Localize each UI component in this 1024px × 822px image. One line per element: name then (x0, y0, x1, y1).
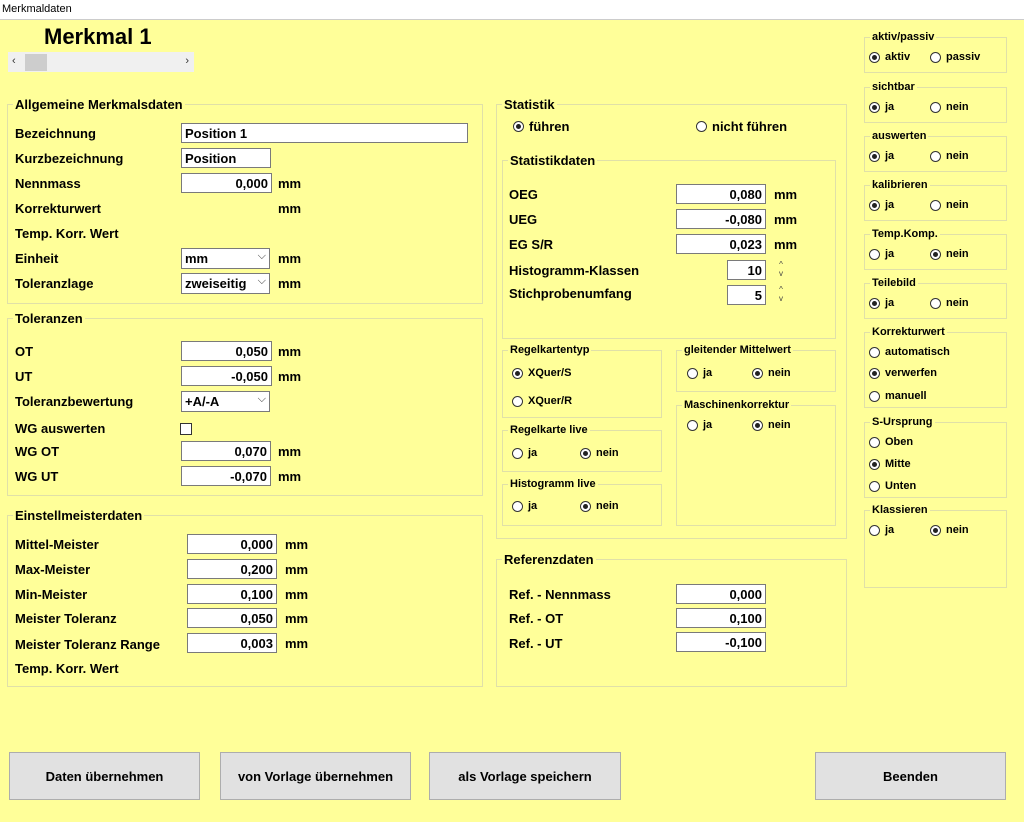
nein-label: nein (946, 199, 969, 211)
oeg-unit: mm (774, 187, 798, 202)
scroll-right-icon[interactable]: › (185, 55, 189, 67)
radio-icon (687, 420, 698, 431)
gleitender-nein-radio[interactable] (752, 367, 791, 379)
radio-icon (930, 52, 941, 63)
general-title: Allgemeine Merkmalsdaten (15, 97, 183, 112)
radio-selected-icon (869, 200, 880, 211)
bezeichnung-input[interactable]: Position 1 (181, 123, 468, 143)
verwerfen-label: verwerfen (885, 367, 937, 379)
kalibrieren-title: kalibrieren (872, 179, 928, 191)
radio-selected-icon (869, 459, 880, 470)
nennmass-input[interactable]: 0,000 (181, 173, 272, 193)
radio-icon (930, 151, 941, 162)
radio-icon (869, 249, 880, 260)
passiv-label: passiv (946, 51, 981, 63)
aktiv-passiv-title: aktiv/passiv (872, 31, 935, 43)
nein-label: nein (946, 150, 969, 162)
radio-selected-icon (869, 102, 880, 113)
eg-label: EG S/R (509, 237, 554, 252)
histogramm-klassen-input[interactable]: 10 (727, 260, 766, 280)
verwerfen-radio[interactable] (869, 367, 937, 379)
teilebild-title: Teilebild (872, 277, 916, 289)
radio-selected-icon (513, 121, 524, 132)
mitte-label: Mitte (885, 458, 911, 470)
bezeichnung-label: Bezeichnung (15, 126, 96, 141)
page-title: Merkmal 1 (44, 24, 152, 49)
manuell-label: manuell (885, 390, 927, 402)
ot-label: OT (15, 344, 34, 359)
ueg-unit: mm (774, 212, 798, 227)
nennmass-label: Nennmass (15, 176, 81, 191)
toleranzbewertung-value: +A/-A (185, 394, 220, 409)
nicht-fuehren-label: nicht führen (712, 119, 788, 134)
sichtbar-title: sichtbar (872, 81, 915, 93)
toleranzbewertung-label: Toleranzbewertung (15, 394, 134, 409)
ja-label: ja (885, 101, 895, 113)
referenzdaten-title: Referenzdaten (504, 552, 594, 567)
maschinenkorrektur-ja-radio[interactable] (687, 419, 712, 431)
ot-unit: mm (278, 344, 302, 359)
radio-selected-icon (869, 298, 880, 309)
von-vorlage-uebernehmen-button[interactable]: von Vorlage übernehmen (220, 752, 411, 800)
wg-ot-unit: mm (278, 444, 302, 459)
automatisch-label: automatisch (885, 346, 950, 358)
radio-selected-icon (580, 448, 591, 459)
radio-icon (869, 481, 880, 492)
eg-unit: mm (774, 237, 798, 252)
radio-icon (512, 501, 523, 512)
radio-selected-icon (752, 420, 763, 431)
radio-selected-icon (930, 525, 941, 536)
automatisch-radio[interactable] (869, 346, 950, 358)
klassieren-group (864, 504, 1007, 588)
xquer-r-label: XQuer/R (528, 395, 573, 407)
oben-label: Oben (885, 436, 914, 448)
nennmass-unit: mm (278, 176, 302, 191)
min-meister-unit: mm (285, 587, 309, 602)
ot-input[interactable]: 0,050 (181, 341, 272, 361)
tolerances-title: Toleranzen (15, 311, 83, 326)
korrekturwert-unit: mm (278, 201, 302, 216)
sichtbar-nein-radio[interactable] (930, 101, 969, 113)
einheit-label: Einheit (15, 251, 59, 266)
spin-down-icon[interactable]: v (779, 269, 783, 278)
wg-ut-input[interactable]: -0,070 (181, 466, 271, 486)
radio-icon (869, 391, 880, 402)
meister-range-input[interactable]: 0,003 (187, 633, 277, 653)
ref-nennmass-label: Ref. - Nennmass (509, 587, 611, 602)
temp-komp-nein-radio[interactable] (930, 248, 969, 260)
radio-selected-icon (752, 368, 763, 379)
toleranzlage-value: zweiseitig (185, 276, 247, 291)
nein-label: nein (946, 297, 969, 309)
als-vorlage-speichern-button[interactable]: als Vorlage speichern (429, 752, 621, 800)
kurzbezeichnung-input[interactable]: Position (181, 148, 271, 168)
nicht-fuehren-radio[interactable] (696, 119, 787, 134)
ref-ut-label: Ref. - UT (509, 636, 563, 651)
beenden-button[interactable]: Beenden (815, 752, 1006, 800)
kurzbezeichnung-label: Kurzbezeichnung (15, 151, 124, 166)
histogramm-live-ja-radio[interactable] (512, 500, 537, 512)
mittel-meister-input[interactable]: 0,000 (187, 534, 277, 554)
maschinenkorrektur-nein-radio[interactable] (752, 419, 791, 431)
spin-down-icon[interactable]: v (779, 294, 783, 303)
aktiv-radio[interactable] (869, 51, 910, 63)
radio-icon (869, 437, 880, 448)
window-title: Merkmaldaten (0, 0, 1024, 20)
maschinenkorrektur-title: Maschinenkorrektur (684, 399, 790, 411)
gleitender-mittelwert-title: gleitender Mittelwert (684, 344, 791, 356)
nein-label: nein (946, 524, 969, 536)
master-title: Einstellmeisterdaten (15, 508, 143, 523)
wg-auswerten-label: WG auswerten (15, 421, 106, 436)
stichprobenumfang-label: Stichprobenumfang (509, 286, 632, 301)
histogramm-live-nein-radio[interactable] (580, 500, 619, 512)
mittel-meister-label: Mittel-Meister (15, 537, 99, 552)
auswerten-title: auswerten (872, 130, 927, 142)
max-meister-input[interactable]: 0,200 (187, 559, 277, 579)
s-ursprung-title: S-Ursprung (872, 416, 933, 428)
klassieren-ja-radio[interactable] (869, 524, 894, 536)
auswerten-ja-radio[interactable] (869, 150, 894, 162)
einheit-value: mm (185, 251, 209, 266)
toleranzlage-select[interactable] (181, 273, 270, 294)
histogramm-live-title: Histogramm live (510, 478, 596, 490)
manuell-radio[interactable] (869, 390, 927, 402)
temp-komp-title: Temp.Komp. (872, 228, 938, 240)
chevron-down-icon: ⌵ (257, 393, 266, 405)
ueg-label: UEG (509, 212, 538, 227)
xquer-s-radio[interactable] (512, 367, 571, 379)
unten-label: Unten (885, 480, 917, 492)
temp-korr-label: Temp. Korr. Wert (15, 226, 119, 241)
ref-ut-input[interactable]: -0,100 (676, 632, 766, 652)
spin-up-icon[interactable]: ^ (779, 285, 783, 294)
radio-selected-icon (869, 151, 880, 162)
toleranzlage-label: Toleranzlage (15, 276, 94, 291)
ref-nennmass-input[interactable]: 0,000 (676, 584, 766, 604)
scroll-left-icon[interactable]: ‹ (12, 55, 16, 67)
ref-ot-input[interactable]: 0,100 (676, 608, 766, 628)
meister-toleranz-label: Meister Toleranz (15, 611, 117, 626)
regelkarte-live-title: Regelkarte live (510, 424, 588, 436)
ja-label: ja (885, 297, 895, 309)
aktiv-label: aktiv (885, 51, 911, 63)
daten-uebernehmen-button[interactable]: Daten übernehmen (9, 752, 200, 800)
eg-input[interactable]: 0,023 (676, 234, 766, 254)
stichprobenumfang-stepper[interactable] (775, 285, 787, 305)
auswerten-nein-radio[interactable] (930, 150, 969, 162)
min-meister-input[interactable]: 0,100 (187, 584, 277, 604)
spin-up-icon[interactable]: ^ (779, 260, 783, 269)
xquer-r-radio[interactable] (512, 395, 572, 407)
radio-icon (696, 121, 707, 132)
radio-icon (930, 200, 941, 211)
master-temp-korr-label: Temp. Korr. Wert (15, 661, 119, 676)
korrekturwert-label: Korrekturwert (15, 201, 101, 216)
max-meister-label: Max-Meister (15, 562, 91, 577)
statistik-title: Statistik (504, 97, 555, 112)
ja-label: ja (528, 500, 538, 512)
meister-range-unit: mm (285, 636, 309, 651)
radio-selected-icon (869, 368, 880, 379)
fuehren-radio[interactable] (513, 119, 569, 134)
teilebild-ja-radio[interactable] (869, 297, 894, 309)
ut-label: UT (15, 369, 33, 384)
radio-selected-icon (512, 368, 523, 379)
radio-icon (512, 396, 523, 407)
ja-label: ja (885, 248, 895, 260)
ja-label: ja (703, 367, 713, 379)
kalibrieren-ja-radio[interactable] (869, 199, 894, 211)
radio-icon (869, 347, 880, 358)
wg-ot-input[interactable]: 0,070 (181, 441, 271, 461)
nein-label: nein (946, 101, 969, 113)
xquer-s-label: XQuer/S (528, 367, 572, 379)
scroll-thumb[interactable] (25, 54, 47, 71)
kalibrieren-nein-radio[interactable] (930, 199, 969, 211)
toleranzlage-unit: mm (278, 276, 302, 291)
oeg-label: OEG (509, 187, 538, 202)
korrekturwert-title: Korrekturwert (872, 326, 945, 338)
meister-toleranz-unit: mm (285, 611, 309, 626)
nein-label: nein (768, 367, 791, 379)
radio-selected-icon (930, 249, 941, 260)
ref-ot-label: Ref. - OT (509, 611, 564, 626)
min-meister-label: Min-Meister (15, 587, 88, 602)
chevron-down-icon: ⌵ (257, 275, 266, 287)
stichprobenumfang-input[interactable]: 5 (727, 285, 766, 305)
radio-icon (869, 525, 880, 536)
radio-selected-icon (869, 52, 880, 63)
gleitender-ja-radio[interactable] (687, 367, 712, 379)
nein-label: nein (596, 500, 619, 512)
ja-label: ja (528, 447, 538, 459)
oben-radio[interactable] (869, 436, 913, 448)
wg-ut-unit: mm (278, 469, 302, 484)
oeg-input[interactable]: 0,080 (676, 184, 766, 204)
wg-ot-label: WG OT (15, 444, 60, 459)
klassieren-nein-radio[interactable] (930, 524, 969, 536)
chevron-down-icon: ⌵ (257, 250, 266, 262)
statistikdaten-title: Statistikdaten (510, 153, 596, 168)
meister-toleranz-input[interactable]: 0,050 (187, 608, 277, 628)
nein-label: nein (946, 248, 969, 260)
nein-label: nein (596, 447, 619, 459)
ja-label: ja (885, 150, 895, 162)
einheit-unit: mm (278, 251, 302, 266)
passiv-radio[interactable] (930, 51, 980, 63)
wg-ut-label: WG UT (15, 469, 59, 484)
ueg-input[interactable]: -0,080 (676, 209, 766, 229)
mittel-meister-unit: mm (285, 537, 309, 552)
ja-label: ja (703, 419, 713, 431)
ut-unit: mm (278, 369, 302, 384)
sichtbar-ja-radio[interactable] (869, 101, 894, 113)
toleranzbewertung-select[interactable] (181, 391, 270, 412)
teilebild-nein-radio[interactable] (930, 297, 969, 309)
regelkarte-live-ja-radio[interactable] (512, 447, 537, 459)
mitte-radio[interactable] (869, 458, 911, 470)
feature-scrollbar[interactable] (8, 52, 194, 72)
histogramm-klassen-label: Histogramm-Klassen (509, 263, 640, 278)
radio-icon (930, 102, 941, 113)
regelkarte-live-nein-radio[interactable] (580, 447, 619, 459)
histogramm-klassen-stepper[interactable] (775, 260, 787, 280)
radio-icon (687, 368, 698, 379)
max-meister-unit: mm (285, 562, 309, 577)
meister-range-label: Meister Toleranz Range (15, 637, 160, 652)
klassieren-title: Klassieren (872, 504, 928, 516)
radio-icon (512, 448, 523, 459)
ut-input[interactable]: -0,050 (181, 366, 272, 386)
fuehren-label: führen (529, 119, 570, 134)
regelkartentyp-group (502, 344, 662, 418)
einheit-select[interactable] (181, 248, 270, 269)
unten-radio[interactable] (869, 480, 916, 492)
nein-label: nein (768, 419, 791, 431)
ja-label: ja (885, 199, 895, 211)
wg-auswerten-checkbox[interactable] (180, 423, 192, 435)
regelkartentyp-title: Regelkartentyp (510, 344, 590, 356)
temp-komp-ja-radio[interactable] (869, 248, 894, 260)
ja-label: ja (885, 524, 895, 536)
radio-icon (930, 298, 941, 309)
radio-selected-icon (580, 501, 591, 512)
